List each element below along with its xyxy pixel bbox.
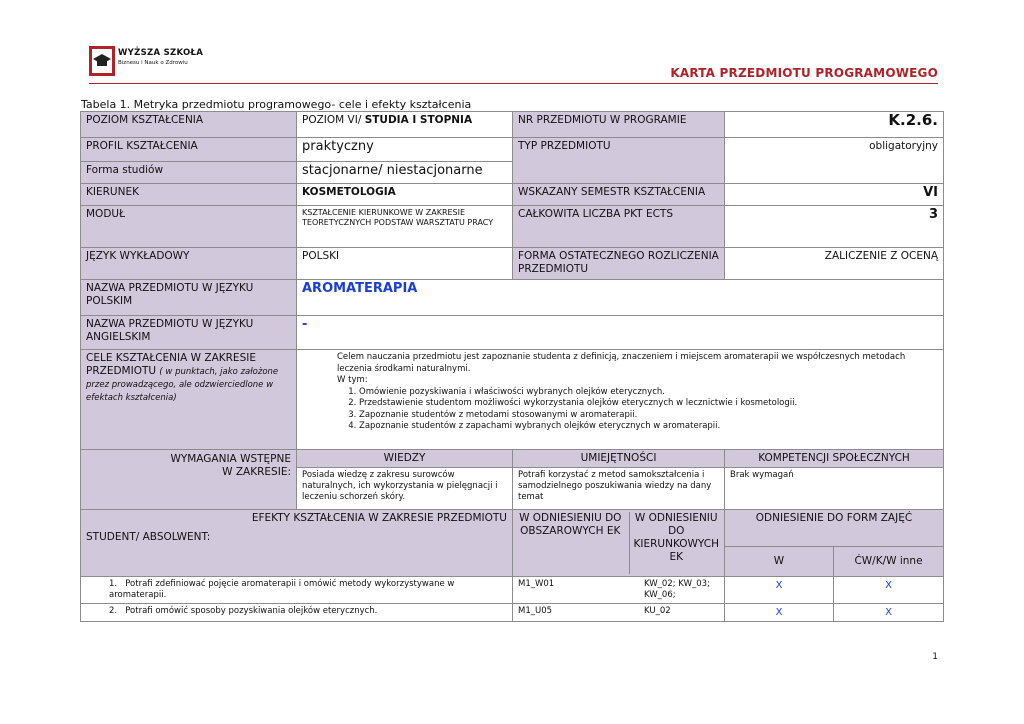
- effect-row: 1. Potrafi zdefiniować pojęcie aromaterapii i omówić metody wykorzystywane w aromaterapii.: [81, 577, 513, 604]
- knowledge-value: Posiada wiedzę z zakresu surowców naturalnych, ich wykorzystania w pielęgnacji i leczeniu schorzeń skóry.: [297, 468, 513, 510]
- profile-label: PROFIL KSZTAŁCENIA: [81, 138, 297, 162]
- field-value: KOSMETOLOGIA: [297, 184, 513, 206]
- semester-label: WSKAZANY SEMESTR KSZTAŁCENIA: [513, 184, 725, 206]
- ects-value: 3: [725, 206, 944, 248]
- settlement-value: ZALICZENIE Z OCENĄ: [725, 248, 944, 280]
- lecture-mark: X: [725, 577, 834, 604]
- profile-value: praktyczny: [297, 138, 513, 162]
- name-pl-value: AROMATERAPIA: [297, 280, 944, 316]
- goals-content: Celem nauczania przedmiotu jest zapoznanie studenta z definicją, znaczeniem i miejscem aromaterapii we współczesnych metodach leczenia środkami naturalnymi. W tym: 1. Omówienie pozyskiwania i właściwości wybranych olejków eterycznych. 2. Przedstawienie studentom możliwości wykorzystania olejków eterycznych w lecznictwie i kosmetologii. 3. Zapoznanie studentów z metodami stosowanymi w aromaterapii. 4. Zapoznanie studentów z zapachami wybranych olejków eterycznych w aromaterapii.: [297, 350, 944, 450]
- skills-header: UMIEJĘTNOŚCI: [513, 450, 725, 468]
- goal-item: 3. Zapoznanie studentów z metodami stosowanymi w aromaterapii.: [359, 410, 938, 422]
- effect-codes: M1_W01 KW_02; KW_03; KW_06;: [513, 577, 725, 604]
- settlement-label: FORMA OSTATECZNEGO ROZLICZENIA PRZEDMIOTU: [513, 248, 725, 280]
- name-en-label: NAZWA PRZEDMIOTU W JĘZYKU ANGIELSKIM: [81, 316, 297, 350]
- logo-name: WYŻSZA SZKOŁA: [118, 48, 204, 58]
- program-number-value: K.2.6.: [725, 112, 944, 138]
- metadata-table: [80, 111, 943, 622]
- language-label: JĘZYK WYKŁADOWY: [81, 248, 297, 280]
- effect-codes: M1_U05 KU_02: [513, 604, 725, 622]
- page-number: 1: [932, 652, 938, 662]
- ects-label: CAŁKOWITA LICZBA PKT ECTS: [513, 206, 725, 248]
- goal-item: 1. Omówienie pozyskiwania i właściwości wybranych olejków eterycznych.: [359, 387, 938, 399]
- level-label: POZIOM KSZTAŁCENIA: [81, 112, 297, 138]
- exercise-mark: X: [834, 577, 944, 604]
- lecture-mark: X: [725, 604, 834, 622]
- program-number-label: NR PRZEDMIOTU W PROGRAMIE: [513, 112, 725, 138]
- table-caption: Tabela 1. Metryka przedmiotu programowego- cele i efekty kształcenia: [81, 98, 472, 111]
- class-forms-header: ODNIESIENIE DO FORM ZAJĘĆ: [725, 510, 944, 547]
- semester-value: VI: [725, 184, 944, 206]
- requirements-label: WYMAGANIA WSTĘPNE W ZAKRESIE:: [81, 450, 297, 510]
- name-pl-label: NAZWA PRZEDMIOTU W JĘZYKU POLSKIM: [81, 280, 297, 316]
- skills-value: Potrafi korzystać z metod samokształcenia i samodzielnego poszukiwania wiedzy na dany temat: [513, 468, 725, 510]
- knowledge-header: WIEDZY: [297, 450, 513, 468]
- lecture-header: W: [725, 546, 834, 576]
- field-effects-header: W ODNIESIENIU DO KIERUNKOWYCH EK: [629, 512, 719, 574]
- graduation-cap-icon: [89, 46, 115, 76]
- goal-item: 2. Przedstawienie studentom możliwości wykorzystania olejków eterycznych w lecznictwie i kosmetologii.: [359, 398, 938, 410]
- effects-header: EFEKTY KSZTAŁCENIA W ZAKRESIE PRZEDMIOTU STUDENT/ ABSOLWENT:: [81, 510, 513, 577]
- study-form-value: stacjonarne/ niestacjonarne: [297, 162, 513, 184]
- name-en-value: -: [297, 316, 944, 350]
- school-logo: [89, 46, 204, 76]
- competence-header: KOMPETENCJI SPOŁECZNYCH: [725, 450, 944, 468]
- level-value: POZIOM VI/ STUDIA I STOPNIA: [297, 112, 513, 138]
- exercise-header: ĆW/K/W inne: [834, 546, 944, 576]
- goals-label: CELE KSZTAŁCENIA W ZAKRESIE PRZEDMIOTU ( w punktach, jako założone przez prowadzącego, ale odzwierciedlone w efektach kształcenia): [81, 350, 297, 450]
- header-divider: [89, 83, 938, 84]
- study-form-label: Forma studiów: [81, 162, 297, 184]
- field-label: KIERUNEK: [81, 184, 297, 206]
- course-type-value: obligatoryjny: [725, 138, 944, 184]
- competence-value: Brak wymagań: [725, 468, 944, 510]
- effect-row: 2. Potrafi omówić sposoby pozyskiwania olejków eterycznych.: [81, 604, 513, 622]
- module-label: MODUŁ: [81, 206, 297, 248]
- document-title: KARTA PRZEDMIOTU PROGRAMOWEGO: [670, 66, 938, 80]
- language-value: POLSKI: [297, 248, 513, 280]
- module-value: KSZTAŁCENIE KIERUNKOWE W ZAKRESIE TEORETYCZNYCH PODSTAW WARSZTATU PRACY: [297, 206, 513, 248]
- area-effects-header: W ODNIESIENIU DO OBSZAROWYCH EK W ODNIESIENIU DO KIERUNKOWYCH EK: [513, 510, 725, 577]
- course-type-label: TYP PRZEDMIOTU: [513, 138, 725, 184]
- exercise-mark: X: [834, 604, 944, 622]
- logo-subtitle: Biznesu i Nauk o Zdrowiu: [118, 60, 188, 66]
- goal-item: 4. Zapoznanie studentów z zapachami wybranych olejków eterycznych w aromaterapii.: [359, 421, 938, 433]
